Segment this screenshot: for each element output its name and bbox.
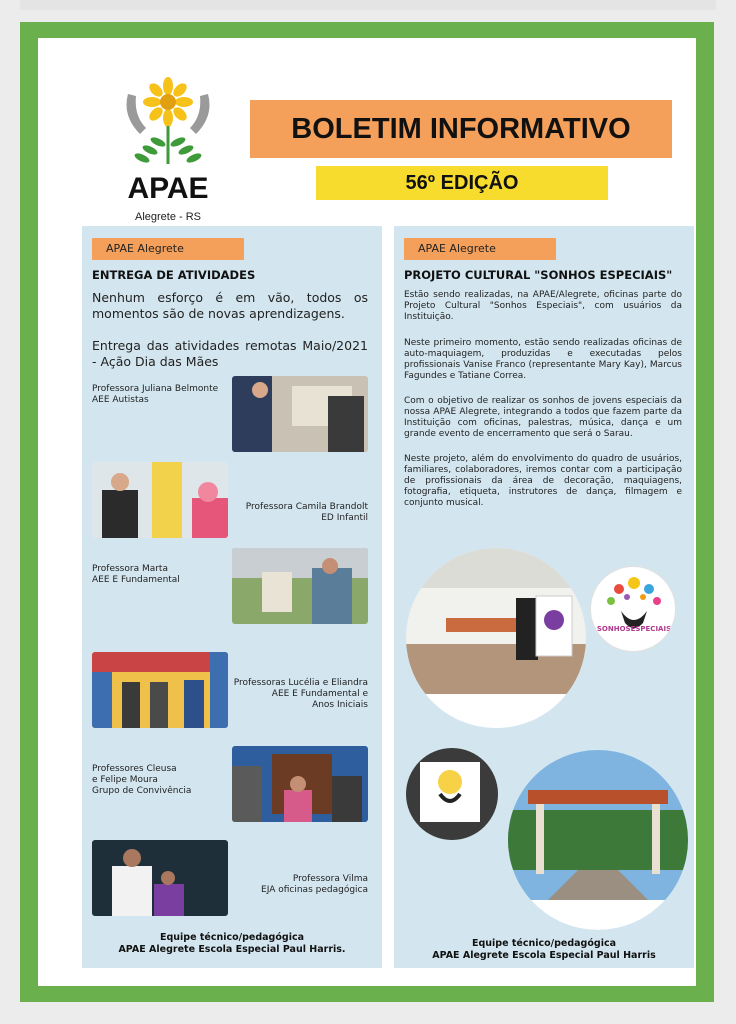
right-footer: Equipe técnico/pedagógica APAE Alegrete Escola Especial Paul Harris <box>432 938 656 961</box>
activity-photo-2 <box>92 462 228 538</box>
banner-photo-circle <box>406 748 498 840</box>
activity-photo-6 <box>92 840 228 916</box>
right-paragraph-1: Estão sendo realizadas, na APAE/Alegrete, oficinas parte do Projeto Cultural "Sonhos Especiais", com usuários da Instituição. <box>404 290 682 322</box>
photo-row-1 <box>92 376 368 452</box>
activity-photo-1 <box>232 376 368 452</box>
left-column <box>82 226 382 968</box>
caption-2: Professora Camila Brandolt ED Infantil <box>245 502 368 523</box>
photo-row-5 <box>92 746 368 822</box>
caption-3: Professora Marta AEE E Fundamental <box>92 564 180 585</box>
right-tag: APAE Alegrete <box>404 238 556 260</box>
badge-label: SONHOSESPECIAIS <box>596 625 672 633</box>
sunflower-hands-icon <box>118 76 218 172</box>
activity-photo-5 <box>232 746 368 822</box>
caption-6: Professora Vilma EJA oficinas pedagógica <box>261 874 368 895</box>
top-strip <box>20 0 716 10</box>
activity-photo-4 <box>92 652 228 728</box>
apae-logo <box>118 76 218 236</box>
left-lead-1: Nenhum esforço é em vão, todos os momentos são de novas aprendizagens. <box>92 290 368 321</box>
sonhos-especiais-logo <box>590 566 676 652</box>
newsletter-title: BOLETIM INFORMATIVO <box>250 100 672 158</box>
sonhos-especiais-icon <box>591 567 676 652</box>
left-tag: APAE Alegrete <box>92 238 244 260</box>
caption-1: Professora Juliana Belmonte AEE Autistas <box>92 384 219 405</box>
right-paragraph-2: Neste primeiro momento, estão sendo realizadas oficinas de auto-maquiagem, produzidas e executadas pelos profissionais Vanise Franco (representante Mary Kay), Marcus Fagundes e Tatiane Correa. <box>404 338 682 381</box>
edition-label: 56º EDIÇÃO <box>316 166 608 200</box>
right-paragraph-3: Com o objetivo de realizar os sonhos de jovens especiais da nossa APAE Alegrete, integrando a todos que fazem parte da Instituição com oficinas, palestras, música, dança e um grande evento de encerramento que será o Sarau. <box>404 396 682 439</box>
caption-4: Professoras Lucélia e Eliandra AEE E Fundamental e Anos Iniciais <box>233 678 368 710</box>
right-column <box>394 226 694 968</box>
photo-row-3 <box>92 548 368 624</box>
caption-5: Professores Cleusa e Felipe Moura Grupo de Convivência <box>92 764 192 796</box>
photo-row-4 <box>92 652 368 728</box>
left-footer: Equipe técnico/pedagógica APAE Alegrete Escola Especial Paul Harris. <box>118 932 346 955</box>
activity-photo-3 <box>232 548 368 624</box>
right-section-title: PROJETO CULTURAL "SONHOS ESPECIAIS" <box>404 268 673 282</box>
photo-row-6 <box>92 840 368 916</box>
left-lead-2: Entrega das atividades remotas Maio/2021 - Ação Dia das Mães <box>92 338 368 369</box>
page-frame <box>20 22 714 1002</box>
photo-row-2 <box>92 462 368 538</box>
left-section-title: ENTREGA DE ATIVIDADES <box>92 268 256 282</box>
right-paragraph-4: Neste projeto, além do envolvimento do quadro de usuários, familiares, colaboradores, iremos contar com a participação de profissionais da área de decoração, maquiagens, fotografia, etiqueta, instrutores de dança, filmagem e conjunto musical. <box>404 454 682 508</box>
newsletter-page <box>38 38 696 986</box>
workshop-photo-circle <box>406 548 586 728</box>
logo-name: APAE <box>127 172 209 205</box>
school-entrance-circle <box>508 750 688 930</box>
logo-location: Alegrete - RS <box>134 211 202 223</box>
